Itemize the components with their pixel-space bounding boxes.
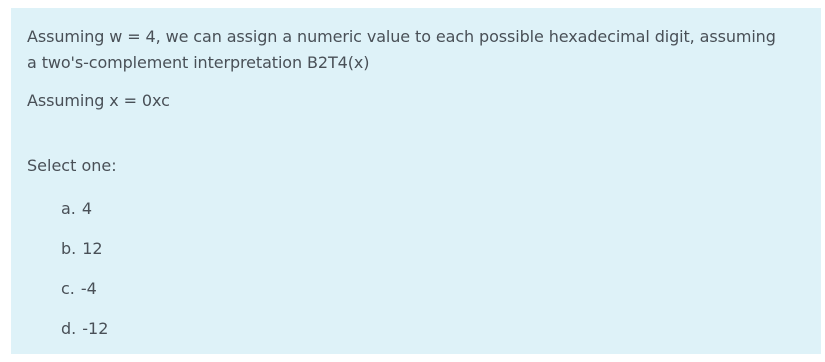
answer-letter: d.: [61, 318, 77, 338]
question-line-2: a two's-complement interpretation B2T4(x): [27, 53, 370, 72]
answer-option-d[interactable]: [61, 308, 805, 348]
answer-option-c[interactable]: [61, 268, 805, 308]
answer-letter: b.: [61, 238, 77, 258]
question-panel: [11, 8, 821, 354]
question-line-1: Assuming w = 4, we can assign a numeric value to each possible hexadecimal digit, assuming: [27, 27, 776, 46]
question-assumption: Assuming x = 0xc: [27, 91, 170, 110]
answer-letter: c.: [61, 278, 75, 298]
select-one-prompt: Select one:: [27, 156, 117, 175]
answer-list: [27, 188, 805, 348]
answer-value: 4: [81, 198, 93, 218]
answer-value: -4: [80, 278, 97, 298]
answer-value: -12: [82, 318, 109, 338]
answer-letter: a.: [61, 198, 76, 218]
question-text: [27, 24, 805, 114]
answer-value: 12: [82, 238, 103, 258]
answer-option-a[interactable]: [61, 188, 805, 228]
answer-option-b[interactable]: [61, 228, 805, 268]
question-statement: [27, 24, 805, 76]
